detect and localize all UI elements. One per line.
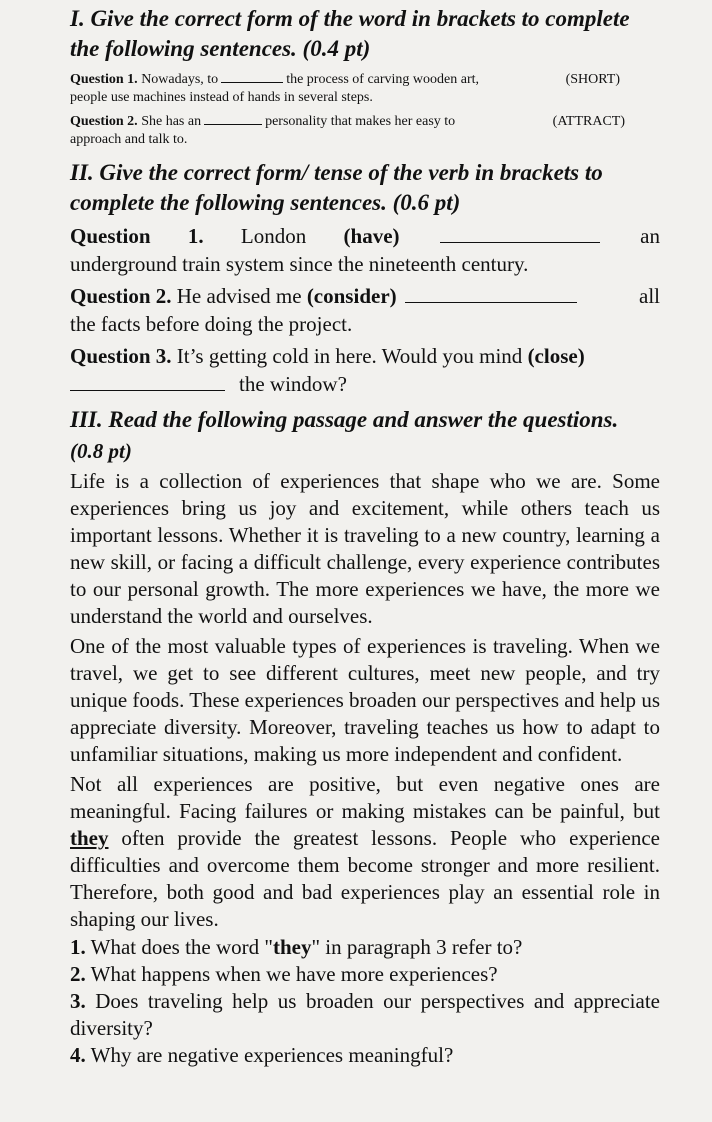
section-2-title-line1: II. Give the correct form/ tense of the verb in brackets to — [70, 160, 603, 185]
question-text: Why are negative experiences meaningful? — [90, 1043, 454, 1067]
question-number: 1. — [187, 224, 204, 248]
paragraph-text: often provide the greatest lessons. People who experience difficulties and overcome them become stronger and more resilient. Therefore, both good and bad experiences play an essential role in shaping our lives. — [70, 826, 660, 931]
comprehension-question-2 — [70, 961, 660, 988]
question-text: What happens when we have more experiences? — [90, 962, 498, 986]
question-text-line2: people use machines instead of hands in several steps. — [70, 90, 373, 105]
section-2 — [70, 158, 660, 398]
verb-hint: (consider) — [306, 284, 397, 308]
underlined-word: they — [70, 826, 109, 850]
section-3-title-line1: III. Read the following passage and answer the questions. — [70, 407, 619, 432]
question-label: Question — [70, 224, 151, 248]
question-text: " in paragraph 3 refer to? — [311, 935, 523, 959]
question-text-line2: underground train system since the nineteenth century. — [70, 252, 529, 276]
question-text-line2: approach and talk to. — [70, 132, 188, 147]
section-2-question-2 — [70, 282, 660, 338]
comprehension-question-3 — [70, 988, 660, 1042]
section-1-title-line1: I. Give the correct form of the word in brackets to complete — [70, 6, 630, 31]
comprehension-questions — [70, 934, 660, 1069]
question-number: 1. — [70, 935, 86, 959]
section-2-title-line2: complete the following sentences. (0.6 pt) — [70, 190, 461, 215]
passage-paragraph-2: One of the most valuable types of experiences is traveling. When we travel, we get to see different cultures, meet new people, and try unique foods. These experiences broaden our perspectives and help us appreciate diversity. Moreover, traveling teaches us how to adapt to unfamiliar situations, making us more independent and confident. — [70, 634, 660, 766]
answer-blank[interactable] — [204, 123, 262, 125]
question-text: an — [640, 224, 660, 248]
question-number: 3. — [70, 989, 86, 1013]
answer-blank[interactable] — [70, 389, 225, 391]
section-1-question-2 — [70, 113, 670, 149]
verb-hint: (have) — [343, 224, 400, 248]
question-text: She has an — [141, 114, 202, 129]
question-text-line2: the window? — [239, 372, 347, 396]
question-text: personality that makes her easy to — [265, 114, 456, 129]
question-text: the process of carving wooden art, — [286, 72, 480, 87]
question-text: It’s getting cold in here. Would you mind — [176, 344, 523, 368]
question-label: Question 2. — [70, 284, 172, 308]
comprehension-question-4 — [70, 1042, 660, 1069]
answer-blank[interactable] — [405, 301, 577, 303]
word-hint: (ATTRACT) — [552, 114, 625, 129]
question-label: Question 2. — [70, 114, 138, 129]
answer-blank[interactable] — [221, 81, 283, 83]
verb-hint: (close) — [527, 344, 585, 368]
section-3 — [70, 404, 660, 1069]
question-label: Question 3. — [70, 344, 172, 368]
section-1 — [70, 4, 670, 149]
question-text: Nowadays, to — [141, 72, 219, 87]
section-3-title-line2: (0.8 pt) — [70, 439, 132, 463]
passage-paragraph-3 — [70, 771, 660, 933]
question-text-line2: the facts before doing the project. — [70, 312, 353, 336]
highlighted-word: they — [272, 935, 312, 959]
section-1-question-1 — [70, 71, 670, 107]
passage-paragraph-1: Life is a collection of experiences that shape who we are. Some experiences bring us joy and excitement, while others teach us important lessons. Whether it is traveling to a new country, learning a new skill, or facing a difficult challenge, every experience contributes to our personal growth. The more experiences we have, the more we understand the world and ourselves. — [70, 469, 660, 628]
question-text: Does traveling help us broaden our perspectives and appreciate diversity? — [70, 989, 660, 1040]
section-2-question-1 — [70, 222, 660, 278]
paragraph-text: Not all experiences are positive, but even negative ones are meaningful. Facing failures or making mistakes can be painful, but — [70, 772, 660, 823]
question-text: He advised me — [176, 284, 302, 308]
section-1-title-line2: the following sentences. (0.4 pt) — [70, 36, 371, 61]
comprehension-question-1 — [70, 934, 660, 961]
question-number: 4. — [70, 1043, 86, 1067]
question-text: London — [240, 224, 307, 248]
question-text: What does the word " — [90, 935, 273, 959]
word-hint: (SHORT) — [565, 72, 620, 87]
question-label: Question 1. — [70, 72, 138, 87]
answer-blank[interactable] — [440, 241, 600, 243]
section-2-question-3 — [70, 342, 660, 398]
question-number: 2. — [70, 962, 86, 986]
question-text: all — [639, 284, 660, 308]
